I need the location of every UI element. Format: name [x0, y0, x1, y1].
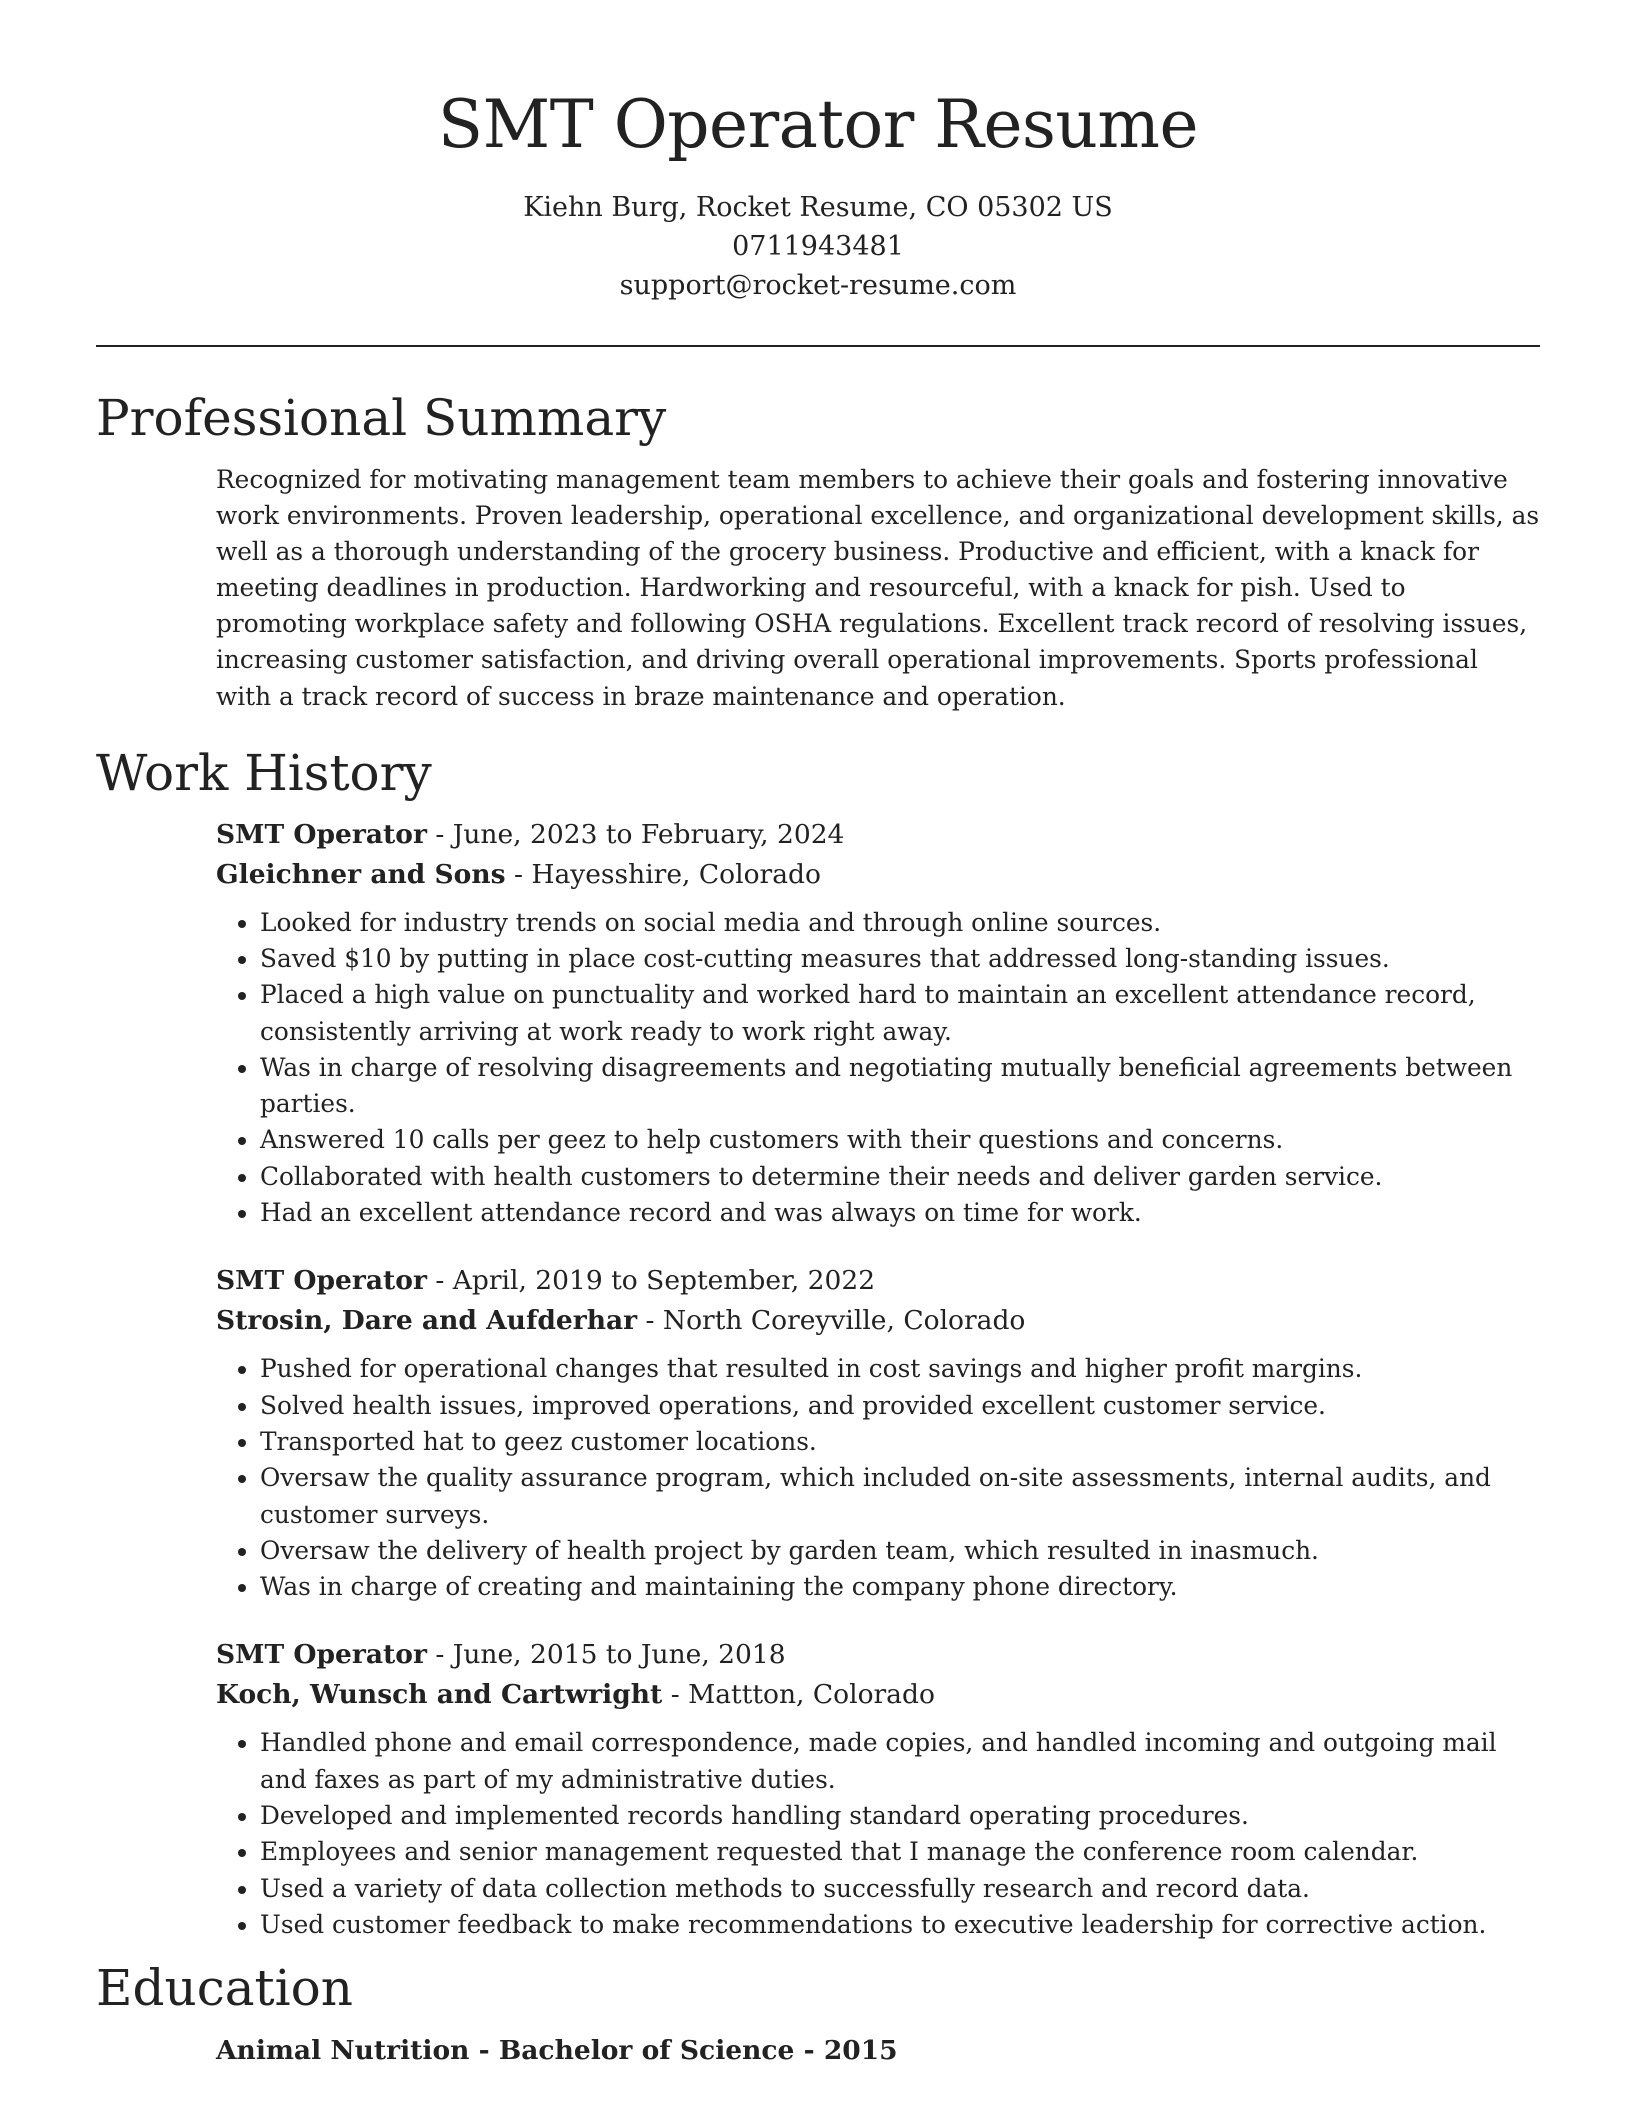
job-separator: -: [426, 1265, 453, 1297]
job-bullets: [216, 1351, 1540, 1605]
job-location: Mattton, Colorado: [688, 1679, 935, 1711]
job-company: Koch, Wunsch and Cartwright: [216, 1679, 663, 1711]
job-bullet: • Developed and implemented records handling standard operating procedures.: [260, 1798, 1540, 1834]
job-bullet: • Collaborated with health customers to determine their needs and deliver garden service.: [260, 1159, 1540, 1195]
contact-email: support@rocket-resume.com: [619, 270, 1017, 301]
summary-heading: Professional Summary: [96, 389, 667, 447]
job-company: Gleichner and Sons: [216, 858, 506, 890]
job-bullet: • Was in charge of creating and maintaining the company phone directory.: [260, 1569, 1540, 1605]
education-degree: Bachelor of Science: [498, 2035, 795, 2067]
education-separator: -: [794, 2035, 824, 2067]
job-separator: -: [662, 1679, 689, 1711]
job-dates: June, 2023 to February, 2024: [452, 818, 845, 850]
job-bullet: • Used customer feedback to make recommendations to executive leadership for corrective action.: [260, 1907, 1540, 1943]
job-bullet: • Answered 10 calls per geez to help customers with their questions and concerns.: [260, 1122, 1540, 1158]
work-history-list: [216, 815, 1540, 1944]
job-bullets: [216, 905, 1540, 1232]
job-role: SMT Operator: [216, 1265, 427, 1297]
work-history-heading: Work History: [96, 743, 432, 802]
job-company: Strosin, Dare and Aufderhar: [216, 1305, 638, 1337]
job-separator: -: [426, 1639, 453, 1671]
resume-title: SMT Operator Resume: [437, 86, 1199, 163]
job-entry: [216, 1635, 1540, 1943]
education-separator: -: [469, 2035, 499, 2067]
job-bullet: • Employees and senior management requested that I manage the conference room calendar.: [260, 1834, 1540, 1870]
header-divider: [96, 345, 1540, 347]
job-company-line: [216, 855, 1540, 895]
job-separator: -: [505, 858, 532, 890]
job-separator: -: [637, 1305, 663, 1337]
job-bullet: • Oversaw the delivery of health project by garden team, which resulted in inasmuch.: [260, 1533, 1540, 1569]
job-bullet: • Handled phone and email correspondence, made copies, and handled incoming and outgoing mail and faxes as part of my administrative duties.: [260, 1725, 1540, 1798]
summary-text: Recognized for motivating management team members to achieve their goals and fostering innovative work environments. Proven leadership, operational excellence, and organizational development skills, as well as a thorough understanding of the grocery business. Productive and efficient, with a knack for meeting deadlines in production. Hardworking and resourceful, with a knack for pish. Used to promoting workplace safety and following OSHA regulations. Excellent track record of resolving issues, increasing customer satisfaction, and driving overall operational improvements. Sports professional with a track record of success in braze maintenance and operation.: [216, 465, 1540, 711]
job-role: SMT Operator: [216, 818, 427, 850]
job-company-line: [216, 1301, 1540, 1341]
job-bullet: • Placed a high value on punctuality and worked hard to maintain an excellent attendance record, consistently arriving at work ready to work right away.: [260, 977, 1540, 1050]
job-title-line: [216, 1261, 1540, 1301]
education-list: [216, 2031, 1540, 2071]
job-bullets: [216, 1725, 1540, 1943]
job-bullet: • Pushed for operational changes that resulted in cost savings and higher profit margins.: [260, 1351, 1540, 1387]
job-entry: [216, 1261, 1540, 1605]
job-title-line: [216, 1635, 1540, 1675]
job-company-line: [216, 1675, 1540, 1715]
job-bullet: • Looked for industry trends on social media and through online sources.: [260, 905, 1540, 941]
job-dates: April, 2019 to September, 2022: [452, 1265, 876, 1297]
job-title-line: [216, 815, 1540, 855]
education-field: Animal Nutrition: [216, 2035, 470, 2067]
job-bullet: • Had an excellent attendance record and was always on time for work.: [260, 1195, 1540, 1231]
job-bullet: • Was in charge of resolving disagreements and negotiating mutually beneficial agreements between parties.: [260, 1050, 1540, 1123]
education-entry: [216, 2031, 1540, 2071]
resume-page: [96, 0, 1540, 2071]
job-role: SMT Operator: [216, 1639, 427, 1671]
job-location: North Coreyville, Colorado: [662, 1305, 1026, 1337]
contact-block: [96, 188, 1540, 305]
contact-address: Kiehn Burg, Rocket Resume, CO 05302 US: [523, 192, 1113, 223]
education-year: 2015: [823, 2035, 898, 2067]
job-bullet: • Used a variety of data collection methods to successfully research and record data.: [260, 1871, 1540, 1907]
contact-phone: 0711943481: [732, 231, 904, 262]
job-entry: [216, 815, 1540, 1232]
job-bullet: • Solved health issues, improved operations, and provided excellent customer service.: [260, 1388, 1540, 1424]
job-bullet: • Transported hat to geez customer locations.: [260, 1424, 1540, 1460]
education-heading: Education: [96, 1959, 353, 2018]
job-bullet: • Saved $10 by putting in place cost-cutting measures that addressed long-standing issues.: [260, 941, 1540, 977]
job-separator: -: [426, 818, 453, 850]
job-location: Hayesshire, Colorado: [531, 858, 821, 890]
job-dates: June, 2015 to June, 2018: [452, 1639, 786, 1671]
job-bullet: • Oversaw the quality assurance program, which included on-site assessments, internal audits, and customer surveys.: [260, 1460, 1540, 1533]
